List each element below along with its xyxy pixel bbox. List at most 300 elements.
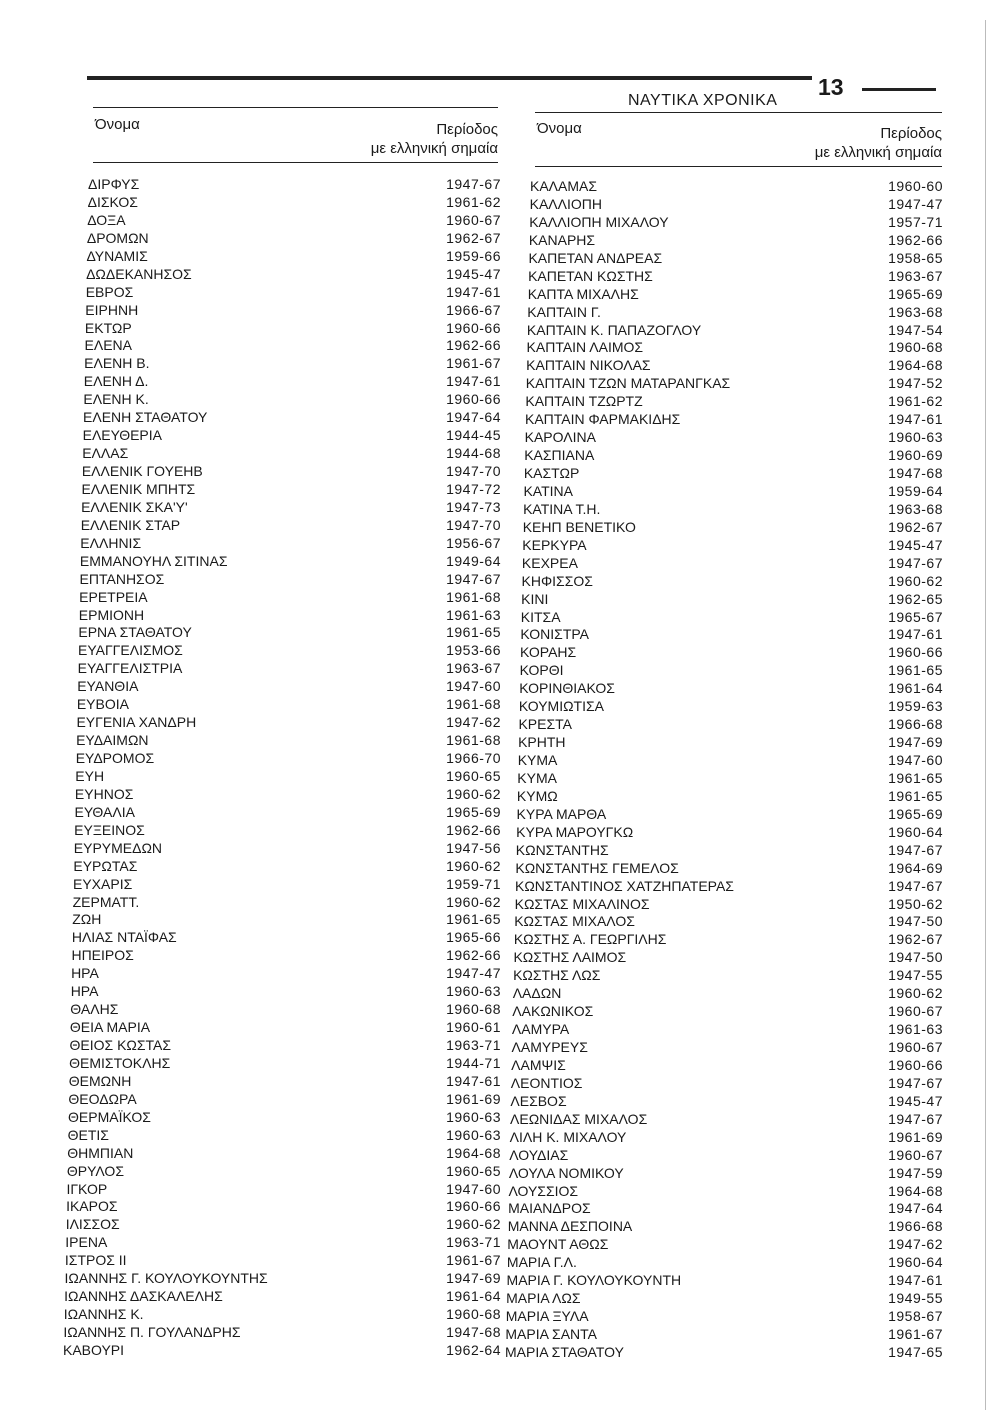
ship-entry: [516, 824, 943, 842]
flag-period: 1960-64: [888, 1254, 943, 1271]
ship-entry: [518, 716, 943, 734]
ship-entry: [68, 1109, 501, 1127]
left-header-bottom-rule: [93, 162, 498, 163]
ship-name: ΚΙΝΙ: [521, 590, 549, 607]
flag-period: 1963-68: [888, 303, 943, 320]
ship-name: ΔΙΡΦΥΣ: [88, 176, 140, 192]
flag-period: 1961-63: [446, 606, 501, 623]
ship-name: ΜΑΡΙΑ Γ. ΚΟΥΛΟΥΚΟΥΝΤΗ: [506, 1272, 682, 1289]
ship-name: ΕΛΕΝΗ Κ.: [83, 391, 149, 408]
ship-entry: [528, 250, 943, 268]
flag-period: 1947-55: [888, 967, 943, 984]
ship-entry: [520, 626, 943, 644]
ship-name: ΕΥΓΕΝΙΑ ΧΑΝΔΡΗ: [76, 714, 197, 731]
ship-name: ΕΛΛΕΝΙΚ ΣΚΑ'Υ': [81, 498, 188, 515]
flag-period: 1960-68: [888, 339, 943, 356]
flag-period: 1962-67: [446, 229, 501, 246]
ship-entry: [71, 983, 501, 1001]
ship-name: ΚΥΜΑ: [517, 752, 558, 768]
flag-period: 1962-64: [446, 1341, 501, 1358]
ship-name: ΚΑΠΤΑΙΝ ΝΙΚΟΛΑΣ: [526, 357, 651, 374]
flag-period: 1960-66: [446, 319, 501, 336]
flag-period: 1960-60: [888, 178, 943, 194]
page-edge-line: [985, 20, 986, 1410]
ship-entry: [64, 1306, 501, 1324]
ship-entry: [518, 752, 943, 770]
flag-period: 1947-61: [446, 373, 501, 390]
flag-period: 1960-62: [446, 857, 501, 874]
ship-name: ΘΡΥΛΟΣ: [66, 1162, 124, 1179]
ship-name: ΘΕΜΩΝΗ: [68, 1072, 132, 1089]
flag-period: 1947-64: [446, 409, 501, 426]
ship-name: ΕΛΕΥΘΕΡΙΑ: [82, 427, 162, 444]
ship-entry: [507, 1254, 943, 1272]
ship-entry: [517, 806, 943, 824]
flag-period: 1947-47: [888, 195, 943, 212]
flag-period: 1944-45: [446, 427, 501, 444]
flag-period: 1961-68: [446, 696, 501, 713]
ship-name: ΕΛΛΗΝΙΣ: [80, 534, 142, 551]
flag-period: 1961-67: [888, 1326, 943, 1342]
ship-name: ΛΙΛΗ Κ. ΜΙΧΑΛΟΥ: [509, 1128, 627, 1145]
ship-name: ΚΑΡΟΛΙΝΑ: [524, 429, 596, 446]
right-header-top-rule: [535, 112, 942, 113]
flag-period: 1960-66: [446, 391, 501, 408]
ship-name: ΚΑΝΑΡΗΣ: [528, 231, 596, 248]
right-period-subheader: με ελληνική σημαία: [814, 144, 942, 161]
flag-period: 1949-55: [888, 1290, 943, 1307]
flag-period: 1947-62: [888, 1236, 943, 1253]
ship-entry: [87, 230, 501, 248]
ship-entry: [516, 842, 943, 860]
flag-period: 1962-66: [446, 947, 501, 964]
ship-name: ΚΑΛΛΙΟΠΗ: [529, 195, 602, 212]
ship-entry: [80, 535, 501, 553]
flag-period: 1960-67: [888, 1003, 943, 1020]
flag-period: 1965-69: [446, 803, 501, 820]
ship-name: ΕΥΞΕΙΝΟΣ: [74, 821, 145, 838]
ship-entry: [514, 913, 943, 931]
flag-period: 1961-68: [446, 732, 501, 749]
ship-entry: [85, 302, 501, 320]
ship-entry: [74, 822, 501, 840]
flag-period: 1962-66: [446, 821, 501, 838]
flag-period: 1947-61: [446, 283, 501, 300]
ship-entry: [77, 696, 501, 714]
ship-entry: [78, 642, 501, 660]
ship-name: ΕΥΔΑΙΜΩΝ: [76, 732, 149, 749]
ship-entry: [70, 1001, 501, 1019]
flag-period: 1960-62: [446, 1216, 501, 1233]
flag-period: 1966-68: [888, 716, 943, 733]
ship-entry: [509, 1147, 943, 1165]
ship-entry: [525, 393, 943, 411]
ship-name: ΕΥΑΝΘΙΑ: [77, 678, 139, 695]
flag-period: 1961-64: [446, 1288, 501, 1305]
ship-entry: [70, 1037, 501, 1055]
ship-name: ΚΩΝΣΤΑΝΤΙΝΟΣ ΧΑΤΖΗΠΑΤΕΡΑΣ: [515, 877, 734, 894]
ship-name: ΘΕΙΑ ΜΑΡΙΑ: [69, 1019, 151, 1036]
flag-period: 1944-71: [446, 1054, 501, 1071]
ship-name: ΙΓΚΟΡ: [66, 1180, 108, 1197]
ship-entry: [515, 860, 943, 878]
ship-name: ΗΡΑ: [70, 983, 99, 1000]
ship-entry: [524, 447, 943, 465]
ship-name: ΕΛΛΕΝΙΚ ΣΤΑΡ: [80, 516, 181, 533]
flag-period: 1966-70: [446, 750, 501, 766]
ship-entry: [71, 947, 501, 965]
ship-entry: [86, 284, 501, 302]
ship-name: ΔΙΣΚΟΣ: [87, 193, 138, 210]
flag-period: 1963-67: [446, 660, 501, 677]
ship-name: ΕΛΛΑΣ: [82, 445, 129, 462]
ship-name: ΘΕΟΔΩΡΑ: [68, 1090, 137, 1107]
flag-period: 1960-62: [888, 572, 943, 589]
flag-period: 1947-50: [888, 913, 943, 930]
flag-period: 1960-68: [446, 1001, 501, 1018]
ship-entry: [508, 1218, 943, 1236]
ship-entry: [75, 804, 501, 822]
left-ship-list: [63, 176, 501, 1360]
ship-entry: [530, 196, 943, 214]
ship-entry: [64, 1288, 501, 1306]
ship-name: ΕΚΤΩΡ: [84, 319, 132, 336]
ship-name: ΜΑΝΝΑ ΔΕΣΠΟΙΝΑ: [507, 1218, 633, 1235]
ship-name: ΛΟΥΔΙΑΣ: [509, 1146, 569, 1163]
flag-period: 1960-65: [446, 767, 501, 784]
ship-entry: [517, 770, 943, 788]
ship-name: ΘΕΜΙΣΤΟΚΛΗΣ: [69, 1054, 171, 1071]
flag-period: 1963-71: [446, 1234, 501, 1251]
ship-entry: [68, 1127, 501, 1145]
flag-period: 1947-59: [888, 1164, 943, 1181]
ship-entry: [70, 1019, 501, 1037]
ship-name: ΚΑΣΠΙΑΝΑ: [524, 447, 595, 464]
ship-name: ΕΛΛΕΝΙΚ ΓΟΥΕΗΒ: [81, 463, 203, 479]
ship-name: ΚΑΠΤΑΙΝ ΦΑΡΜΑΚΙΔΗΣ: [525, 411, 681, 428]
ship-name: ΔΥΝΑΜΙΣ: [86, 247, 148, 264]
flag-period: 1962-65: [888, 590, 943, 607]
flag-period: 1945-47: [446, 265, 501, 282]
ship-entry: [77, 678, 501, 696]
ship-entry: [512, 1003, 943, 1021]
flag-period: 1947-68: [888, 465, 943, 481]
flag-period: 1964-69: [888, 859, 943, 876]
ship-entry: [523, 519, 943, 537]
ship-name: ΔΩΔΕΚΑΝΗΣΟΣ: [86, 265, 192, 282]
flag-period: 1960-62: [888, 985, 943, 1002]
flag-period: 1945-47: [888, 536, 943, 553]
ship-name: ΚΕΧΡΕΑ: [521, 554, 578, 571]
flag-period: 1961-65: [446, 624, 501, 641]
ship-name: ΛΑΜΥΡΑ: [511, 1021, 570, 1038]
ship-name: ΛΕΣΒΟΣ: [510, 1092, 567, 1109]
ship-name: ΕΡΝΑ ΣΤΑΘΑΤΟΥ: [78, 624, 192, 641]
ship-entry: [525, 411, 943, 429]
ship-entry: [521, 609, 943, 627]
flag-period: 1960-66: [888, 1056, 943, 1073]
ship-entry: [82, 445, 501, 463]
flag-period: 1960-62: [446, 893, 501, 910]
ship-entry: [507, 1236, 943, 1254]
ship-entry: [510, 1093, 943, 1111]
ship-name: ΚΩΣΤΗΣ ΛΩΣ: [513, 967, 601, 984]
ship-entry: [84, 355, 501, 373]
flag-period: 1960-67: [446, 211, 501, 228]
ship-entry: [86, 248, 501, 266]
flag-period: 1947-67: [446, 570, 501, 587]
flag-period: 1947-64: [888, 1200, 943, 1217]
ship-name: ΚΥΜΑ: [517, 769, 557, 786]
header-right-rule: [862, 88, 936, 91]
ship-name: ΕΥΔΡΟΜΟΣ: [75, 750, 155, 766]
ship-name: ΔΡΟΜΩΝ: [86, 229, 149, 246]
ship-name: ΚΕΗΠ ΒΕΝΕΤΙΚΟ: [522, 518, 636, 535]
ship-name: ΜΑΡΙΑ ΞΥΛΑ: [505, 1308, 589, 1325]
ship-name: ΚΑΛΑΜΑΣ: [530, 178, 598, 194]
flag-period: 1947-61: [446, 1072, 501, 1089]
ship-entry: [528, 268, 943, 286]
left-period-subheader: με ελληνική σημαία: [370, 140, 498, 157]
flag-period: 1947-67: [888, 1110, 943, 1127]
ship-entry: [75, 768, 501, 786]
left-header-top-rule: [93, 107, 498, 108]
ship-entry: [83, 409, 501, 427]
ship-name: ΛΑΚΩΝΙΚΟΣ: [512, 1003, 594, 1020]
ship-name: ΙΩΑΝΝΗΣ Π. ΓΟΥΛΑΝΔΡΗΣ: [63, 1324, 241, 1340]
ship-entry: [85, 337, 501, 355]
flag-period: 1960-63: [446, 1126, 501, 1143]
ship-name: ΚΥΜΩ: [516, 787, 558, 804]
ship-entry: [513, 949, 943, 967]
ship-name: ΚΑΠΤΑΙΝ Γ.: [527, 303, 601, 320]
ship-entry: [80, 571, 501, 589]
ship-name: ΕΥΒΟΙΑ: [76, 696, 129, 713]
ship-entry: [74, 840, 501, 858]
ship-entry: [510, 1111, 943, 1129]
ship-entry: [69, 1073, 501, 1091]
flag-period: 1961-69: [446, 1090, 501, 1107]
ship-name: ΜΑΡΙΑ ΛΩΣ: [506, 1290, 581, 1307]
ship-name: ΚΟΡΑΗΣ: [520, 644, 577, 661]
ship-entry: [73, 894, 501, 912]
ship-name: ΘΑΛΗΣ: [70, 1001, 119, 1018]
flag-period: 1961-63: [888, 1021, 943, 1038]
ship-name: ΛΑΜΥΡΕΥΣ: [511, 1039, 588, 1055]
ship-name: ΚΑΠΤΑΙΝ ΤΖΩΡΤΖ: [525, 393, 643, 410]
ship-name: ΕΙΡΗΝΗ: [85, 301, 139, 318]
ship-name: ΜΑΡΙΑ ΣΑΝΤΑ: [505, 1326, 598, 1342]
ship-entry: [66, 1198, 501, 1216]
ship-entry: [83, 427, 501, 445]
left-period-header: Περίοδος: [436, 121, 498, 138]
flag-period: 1964-68: [446, 1144, 501, 1161]
ship-entry: [82, 463, 501, 481]
ship-entry: [75, 786, 501, 804]
ship-name: ΚΙΤΣΑ: [520, 608, 561, 625]
ship-entry: [63, 1342, 501, 1360]
ship-name: ΚΟΝΙΣΤΡΑ: [520, 626, 590, 643]
ship-name: ΘΕΡΜΑΪΚΟΣ: [68, 1108, 151, 1125]
flag-period: 1947-60: [888, 752, 943, 768]
ship-name: ΙΣΤΡΟΣ ΙΙ: [64, 1252, 127, 1269]
ship-name: ΛΟΥΛΑ ΝΟΜΙΚΟΥ: [508, 1164, 624, 1181]
flag-period: 1960-68: [446, 1306, 501, 1323]
ship-entry: [85, 320, 501, 338]
ship-entry: [76, 732, 501, 750]
ship-entry: [512, 1039, 943, 1057]
ship-name: ΚΑΒΟΥΡΙ: [63, 1341, 125, 1358]
ship-name: ΛΑΜΨΙΣ: [511, 1056, 566, 1073]
flag-period: 1947-67: [888, 554, 943, 571]
ship-entry: [519, 698, 943, 716]
flag-period: 1953-66: [446, 642, 501, 659]
ship-entry: [67, 1145, 501, 1163]
flag-period: 1958-65: [888, 249, 943, 266]
flag-period: 1961-65: [888, 662, 943, 679]
flag-period: 1947-67: [888, 841, 943, 858]
ship-entry: [512, 1021, 943, 1039]
ship-entry: [65, 1270, 501, 1288]
flag-period: 1956-67: [446, 534, 501, 551]
ship-name: ΗΠΕΙΡΟΣ: [71, 947, 134, 964]
flag-period: 1944-68: [446, 445, 501, 462]
flag-period: 1947-65: [888, 1343, 943, 1360]
ship-entry: [67, 1163, 501, 1181]
flag-period: 1958-67: [888, 1308, 943, 1325]
ship-name: ΚΥΡΑ ΜΑΡΟΥΓΚΩ: [516, 823, 634, 840]
ship-name: ΚΑΠΤΑΙΝ ΛΑΙΜΟΣ: [526, 339, 644, 356]
flag-period: 1965-66: [446, 929, 501, 946]
flag-period: 1960-64: [888, 823, 943, 840]
ship-name: ΗΡΑ: [71, 965, 99, 982]
flag-period: 1950-62: [888, 895, 943, 912]
ship-entry: [76, 750, 501, 768]
ship-name: ΕΡΜΙΟΝΗ: [78, 606, 145, 623]
ship-name: ΕΥΗ: [75, 767, 105, 784]
ship-entry: [508, 1183, 943, 1201]
ship-name: ΙΩΑΝΝΗΣ Γ. ΚΟΥΛΟΥΚΟΥΝΤΗΣ: [64, 1270, 268, 1287]
ship-name: ΔΟΞΑ: [87, 211, 126, 228]
ship-entry: [86, 266, 501, 284]
ship-name: ΚΟΡΙΝΘΙΑΚΟΣ: [519, 680, 615, 697]
ship-entry: [526, 375, 943, 393]
ship-name: ΙΩΑΝΝΗΣ Κ.: [63, 1306, 144, 1323]
ship-name: ΕΥΡΥΜΕΔΩΝ: [73, 839, 163, 856]
flag-period: 1960-67: [888, 1146, 943, 1163]
flag-period: 1959-66: [446, 247, 501, 264]
flag-period: 1963-71: [446, 1037, 501, 1053]
ship-entry: [81, 499, 501, 517]
ship-name: ΗΛΙΑΣ ΝΤΑΪΦΑΣ: [71, 929, 177, 946]
ship-name: ΖΕΡΜΑΤΤ.: [72, 893, 140, 910]
ship-entry: [518, 734, 943, 752]
ship-entry: [525, 429, 943, 447]
ship-entry: [72, 911, 501, 929]
flag-period: 1947-70: [446, 463, 501, 479]
flag-period: 1960-62: [446, 785, 501, 802]
ship-name: ΕΛΕΝΗ ΣΤΑΘΑΤΟΥ: [83, 409, 208, 426]
flag-period: 1947-56: [446, 839, 501, 856]
flag-period: 1961-65: [446, 911, 501, 928]
ship-entry: [81, 517, 501, 535]
flag-period: 1960-66: [446, 1198, 501, 1215]
ship-name: ΚΡΕΣΤΑ: [518, 716, 572, 733]
ship-entry: [527, 322, 943, 340]
ship-name: ΚΑΠΤΑ ΜΙΧΑΛΗΣ: [527, 285, 639, 302]
ship-name: ΖΩΗ: [72, 911, 102, 928]
ship-name: ΛΕΟΝΤΙΟΣ: [510, 1074, 583, 1091]
flag-period: 1962-66: [446, 337, 501, 354]
ship-entry: [66, 1216, 501, 1234]
flag-period: 1947-67: [888, 877, 943, 894]
ship-entry: [69, 1055, 501, 1073]
ship-entry: [87, 212, 501, 230]
flag-period: 1947-67: [446, 176, 501, 192]
ship-entry: [520, 662, 943, 680]
flag-period: 1947-73: [446, 498, 501, 515]
ship-name: ΚΩΣΤΗΣ Α. ΓΕΩΡΓΙΛΗΣ: [513, 931, 667, 948]
ship-name: ΚΑΛΛΙΟΠΗ ΜΙΧΑΛΟΥ: [529, 213, 669, 230]
flag-period: 1966-68: [888, 1218, 943, 1235]
ship-entry: [514, 931, 943, 949]
ship-entry: [76, 714, 501, 732]
flag-period: 1962-67: [888, 931, 943, 948]
ship-entry: [511, 1057, 943, 1075]
ship-entry: [515, 878, 943, 896]
flag-period: 1947-67: [888, 1074, 943, 1091]
flag-period: 1947-72: [446, 480, 501, 497]
ship-entry: [529, 232, 943, 250]
flag-period: 1960-66: [888, 644, 943, 661]
ship-name: ΕΥΗΝΟΣ: [74, 785, 134, 802]
flag-period: 1947-61: [888, 411, 943, 428]
ship-entry: [71, 965, 501, 983]
flag-period: 1961-65: [888, 787, 943, 804]
ship-entry: [527, 304, 943, 322]
flag-period: 1965-69: [888, 285, 943, 302]
flag-period: 1945-47: [888, 1092, 943, 1109]
flag-period: 1960-69: [888, 447, 943, 464]
ship-name: ΚΩΣΤΗΣ ΛΑΙΜΟΣ: [513, 949, 627, 966]
ship-name: ΚΥΡΑ ΜΑΡΘΑ: [516, 805, 607, 822]
ship-name: ΙΚΑΡΟΣ: [66, 1198, 118, 1215]
ship-entry: [522, 573, 943, 591]
ship-name: ΘΕΤΙΣ: [67, 1126, 109, 1143]
ship-entry: [517, 788, 943, 806]
ship-entry: [79, 589, 501, 607]
ship-name: ΕΒΡΟΣ: [85, 283, 134, 300]
ship-entry: [522, 555, 943, 573]
ship-entry: [520, 644, 943, 662]
ship-name: ΕΜΜΑΝΟΥΗΛ ΣΙΤΙΝΑΣ: [79, 552, 228, 569]
flag-period: 1947-61: [888, 626, 943, 643]
ship-entry: [66, 1181, 501, 1199]
ship-name: ΕΛΕΝΗ Β.: [84, 355, 150, 372]
ship-name: ΕΥΧΑΡΙΣ: [73, 875, 133, 892]
ship-name: ΘΕΙΟΣ ΚΩΣΤΑΣ: [69, 1037, 172, 1053]
ship-entry: [65, 1234, 501, 1252]
flag-period: 1966-67: [446, 301, 501, 318]
right-name-header: Όνομα: [537, 120, 582, 137]
ship-name: ΚΟΥΜΙΩΤΙΣΑ: [518, 698, 604, 715]
ship-entry: [506, 1290, 943, 1308]
ship-name: ΙΡΕΝΑ: [65, 1234, 108, 1251]
flag-period: 1947-62: [446, 714, 501, 731]
ship-entry: [521, 591, 943, 609]
ship-name: ΛΑΔΩΝ: [512, 985, 562, 1002]
right-period-header: Περίοδος: [880, 125, 942, 142]
